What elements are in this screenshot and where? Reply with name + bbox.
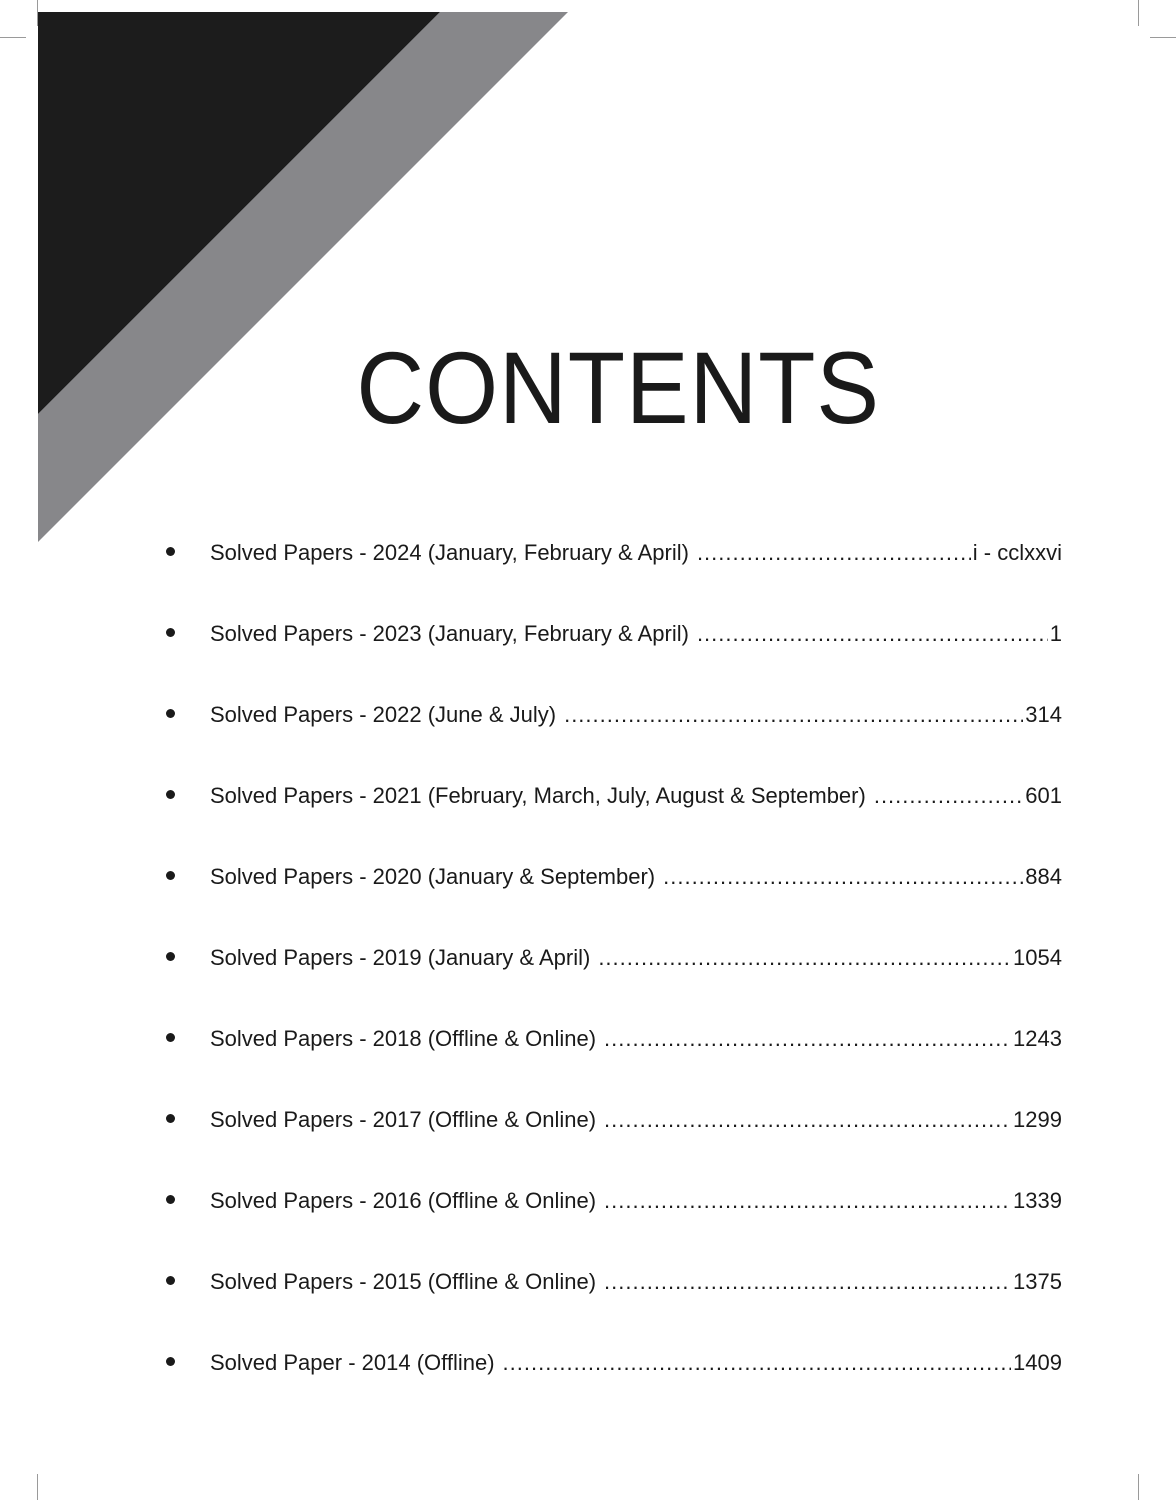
toc-page-number: 314 (1025, 702, 1062, 727)
dot-leader (604, 1181, 1011, 1221)
bullet-icon (166, 1195, 175, 1204)
bullet-icon (166, 790, 175, 799)
toc-page-number: 1 (1049, 621, 1062, 646)
bullet-icon (166, 871, 175, 880)
dot-leader (598, 938, 1011, 978)
toc-page-number: 601 (1025, 783, 1062, 808)
bullet-icon (166, 952, 175, 961)
toc-entry-title: Solved Papers - 2024 (January, February & April) (210, 540, 689, 565)
dot-leader (874, 776, 1023, 816)
bullet-icon (166, 1033, 175, 1042)
bullet-icon (166, 1357, 175, 1366)
toc-entry-title: Solved Papers - 2019 (January & April) (210, 945, 591, 970)
toc-entry[interactable] (160, 614, 1062, 695)
toc-entry-title: Solved Paper - 2014 (Offline) (210, 1350, 495, 1375)
toc-page-number: 1409 (1013, 1350, 1062, 1375)
dot-leader (604, 1019, 1011, 1059)
toc-entry[interactable] (160, 1343, 1062, 1424)
toc-page-number: 884 (1025, 864, 1062, 889)
bullet-icon (166, 709, 175, 718)
toc-entry-title: Solved Papers - 2016 (Offline & Online) (210, 1188, 597, 1213)
toc-entry[interactable] (160, 1262, 1062, 1343)
dot-leader (697, 614, 1048, 654)
toc-entry-title: Solved Papers - 2020 (January & September) (210, 864, 656, 889)
bullet-icon (166, 1114, 175, 1123)
dot-leader (604, 1100, 1011, 1140)
toc-entry-title: Solved Papers - 2022 (June & July) (210, 702, 557, 727)
toc-entry[interactable] (160, 938, 1062, 1019)
bullet-icon (166, 628, 175, 637)
bullet-icon (166, 1276, 175, 1285)
toc-entry-title: Solved Papers - 2021 (February, March, July, August & September) (210, 783, 866, 808)
toc-entry[interactable] (160, 857, 1062, 938)
toc-page-number: 1339 (1013, 1188, 1062, 1213)
toc-entry[interactable] (160, 533, 1062, 614)
toc-page-number: 1375 (1013, 1269, 1062, 1294)
toc-entry[interactable] (160, 776, 1062, 857)
toc-page-number: 1299 (1013, 1107, 1062, 1132)
toc-entry-title: Solved Papers - 2023 (January, February & April) (210, 621, 689, 646)
toc-entry-title: Solved Papers - 2018 (Offline & Online) (210, 1026, 597, 1051)
bullet-icon (166, 547, 175, 556)
dot-leader (697, 533, 971, 573)
toc-page-number: 1054 (1013, 945, 1062, 970)
toc-entry-title: Solved Papers - 2017 (Offline & Online) (210, 1107, 597, 1132)
dot-leader (503, 1343, 1012, 1383)
toc-entry[interactable] (160, 695, 1062, 776)
toc-page-number: 1243 (1013, 1026, 1062, 1051)
toc-entry-title: Solved Papers - 2015 (Offline & Online) (210, 1269, 597, 1294)
table-of-contents (160, 533, 1062, 1424)
page-title: CONTENTS (356, 331, 880, 445)
toc-page-number: i - cclxxvi (972, 540, 1062, 565)
toc-entry[interactable] (160, 1181, 1062, 1262)
dot-leader (604, 1262, 1011, 1302)
dot-leader (663, 857, 1023, 897)
dot-leader (564, 695, 1023, 735)
toc-entry[interactable] (160, 1019, 1062, 1100)
toc-entry[interactable] (160, 1100, 1062, 1181)
